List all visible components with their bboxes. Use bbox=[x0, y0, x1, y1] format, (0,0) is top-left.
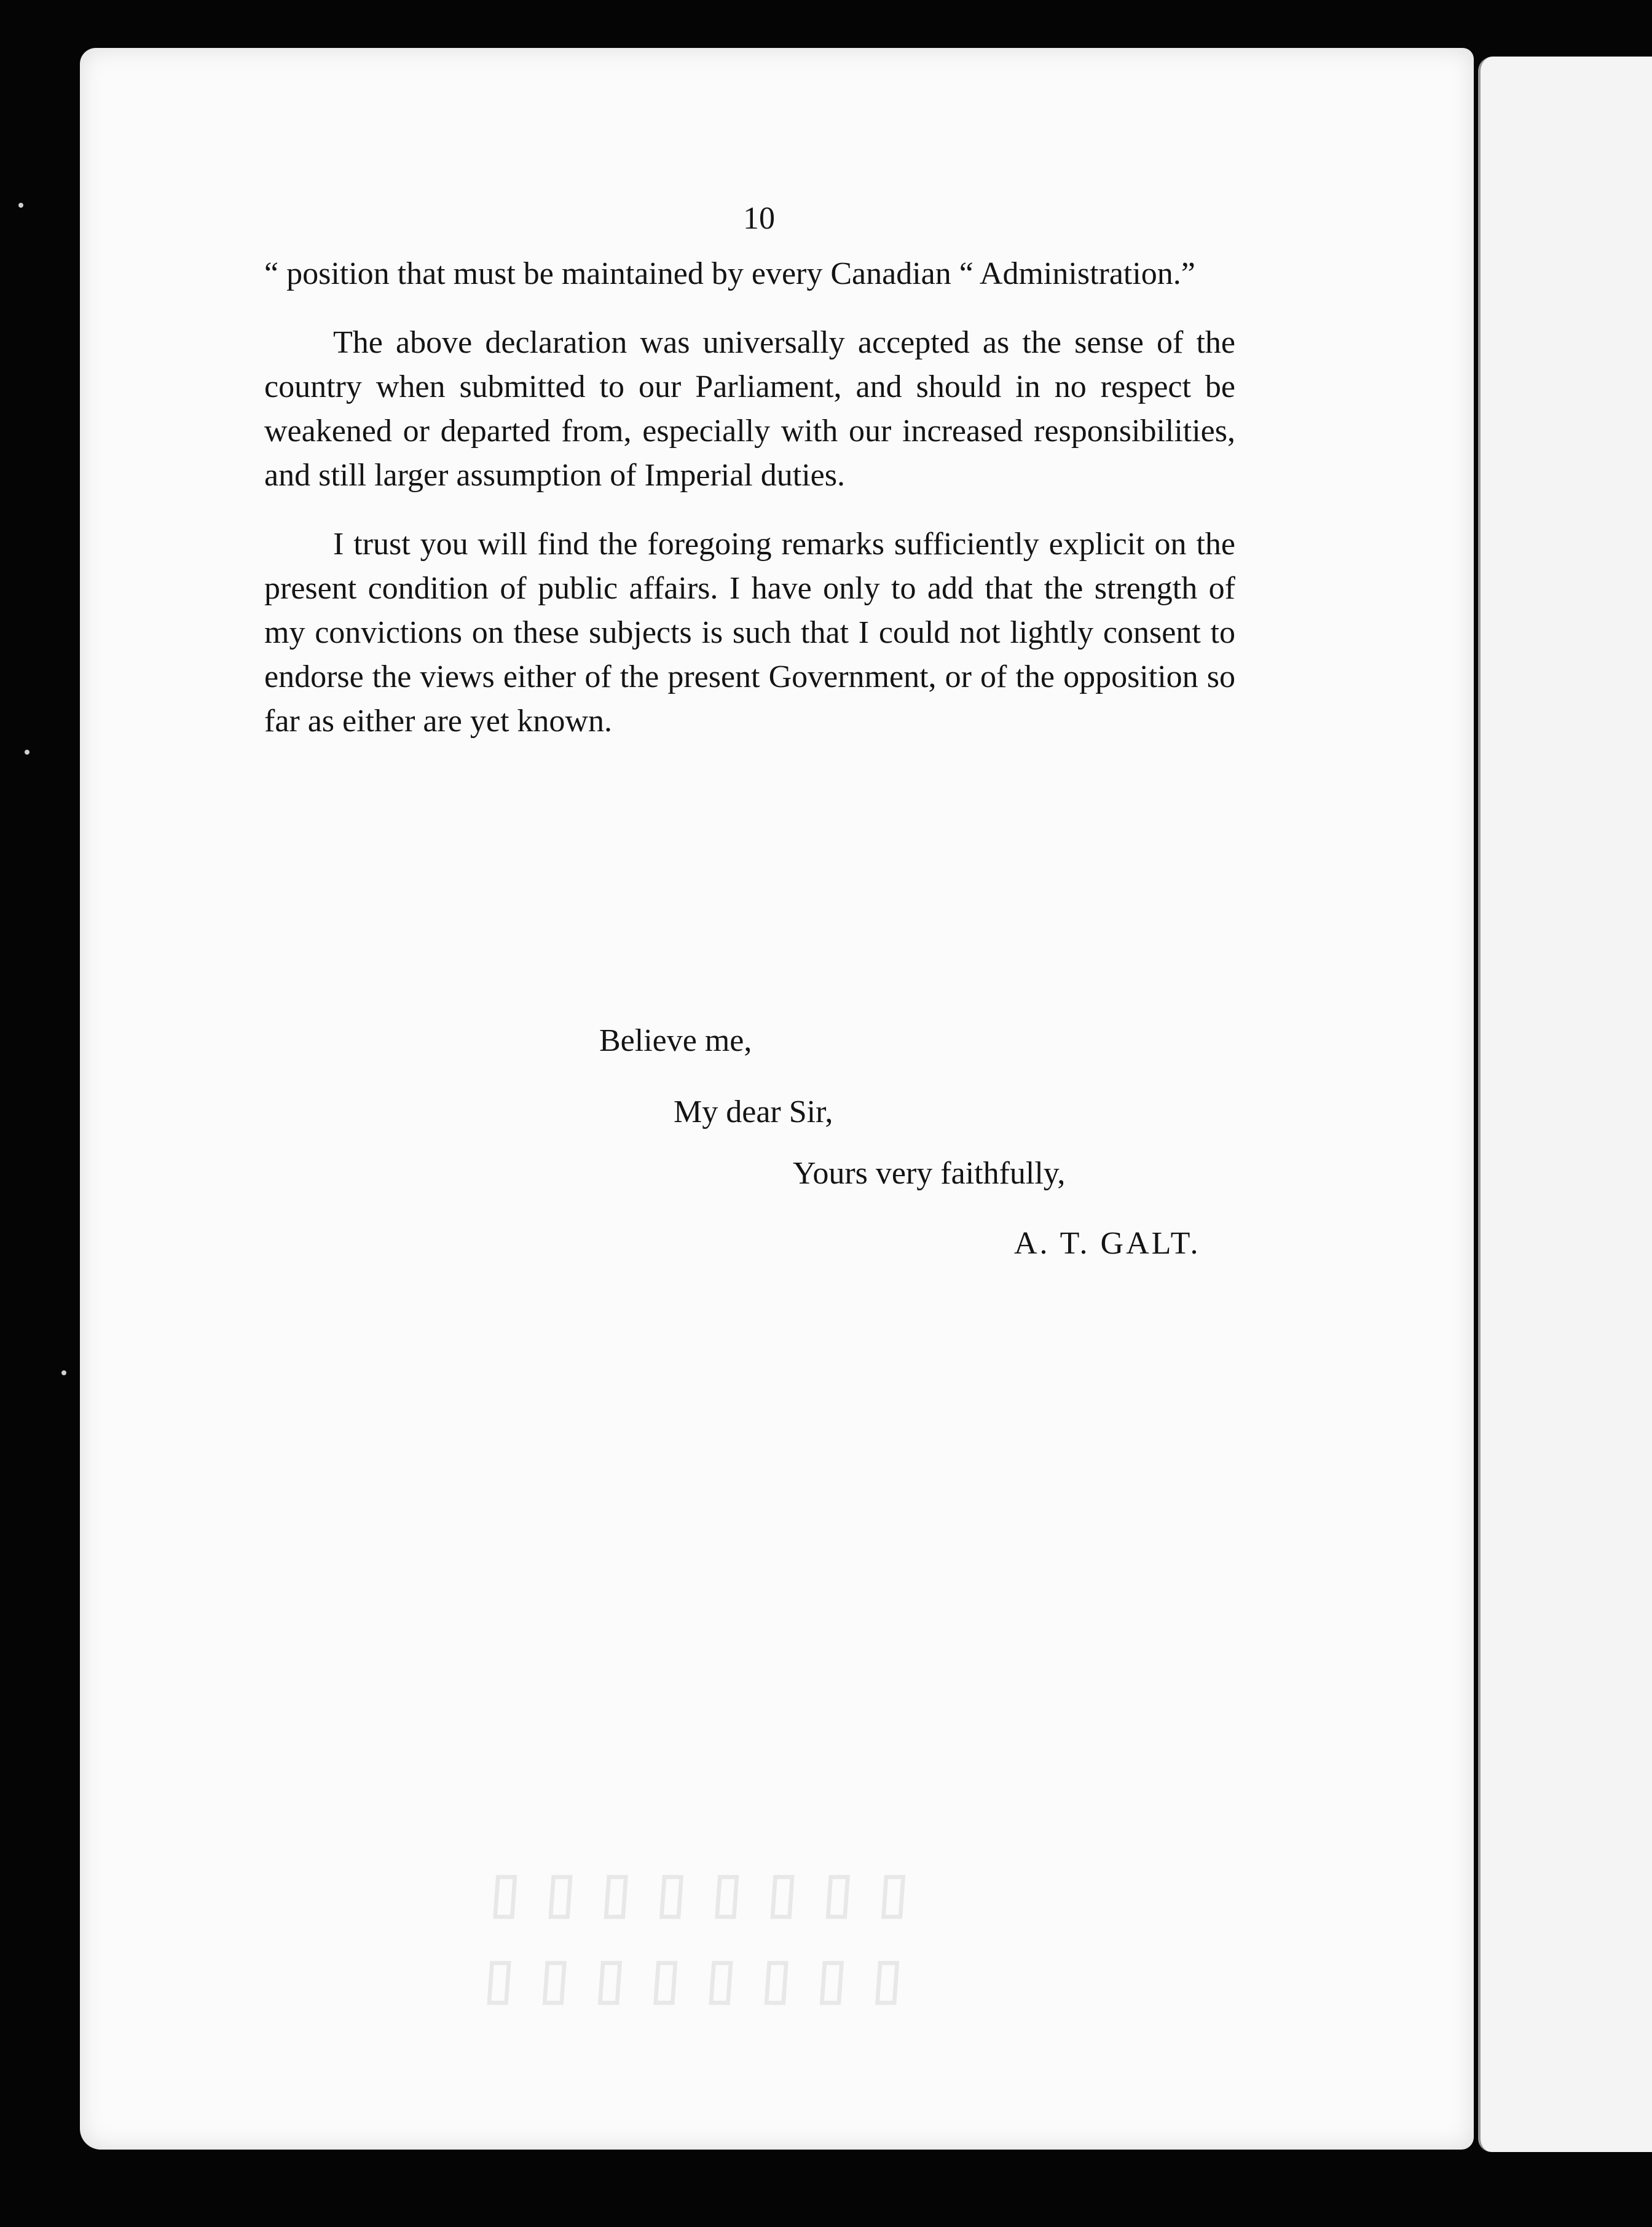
scan-speck bbox=[61, 1370, 66, 1375]
paragraph-3-text: I trust you will find the foregoing remarks sufficiently explicit on the present condition of public affairs. I have only to add that the strength of my convictions on these subjects is such that I could not lightly consent to endorse the views either of the present Government, or of the opposition so far as either are yet known. bbox=[264, 527, 1235, 739]
paragraph-declaration bbox=[264, 321, 1235, 498]
closing-yours-faithfully: Yours very faithfully, bbox=[793, 1156, 1066, 1191]
scan-speck bbox=[25, 750, 30, 755]
closing-believe-me: Believe me, bbox=[599, 1023, 752, 1058]
signature: A. T. GALT. bbox=[1014, 1226, 1201, 1261]
paragraph-2-text: The above declaration was universally accepted as the sense of the country when submitted to our Parliament, and should in no respect be weakened or departed from, especially with our increased responsibilities, and still larger assumption of Imperial duties. bbox=[264, 325, 1235, 493]
document-body bbox=[264, 197, 1235, 744]
page-number: 10 bbox=[743, 201, 775, 236]
faded-stamp-watermark: ▯▯▯▯▯▯▯▯ ▯▯▯▯▯▯▯▯ bbox=[474, 1848, 930, 2020]
paragraph-remarks bbox=[264, 522, 1235, 744]
closing-salutation: My dear Sir, bbox=[674, 1094, 833, 1129]
scan-speck bbox=[18, 203, 23, 208]
adjacent-page-edge bbox=[1478, 57, 1652, 2152]
paragraph-quote-continuation bbox=[264, 252, 1235, 296]
paragraph-1-text: “ position that must be maintained by every Canadian “ Administration.” bbox=[264, 256, 1195, 291]
